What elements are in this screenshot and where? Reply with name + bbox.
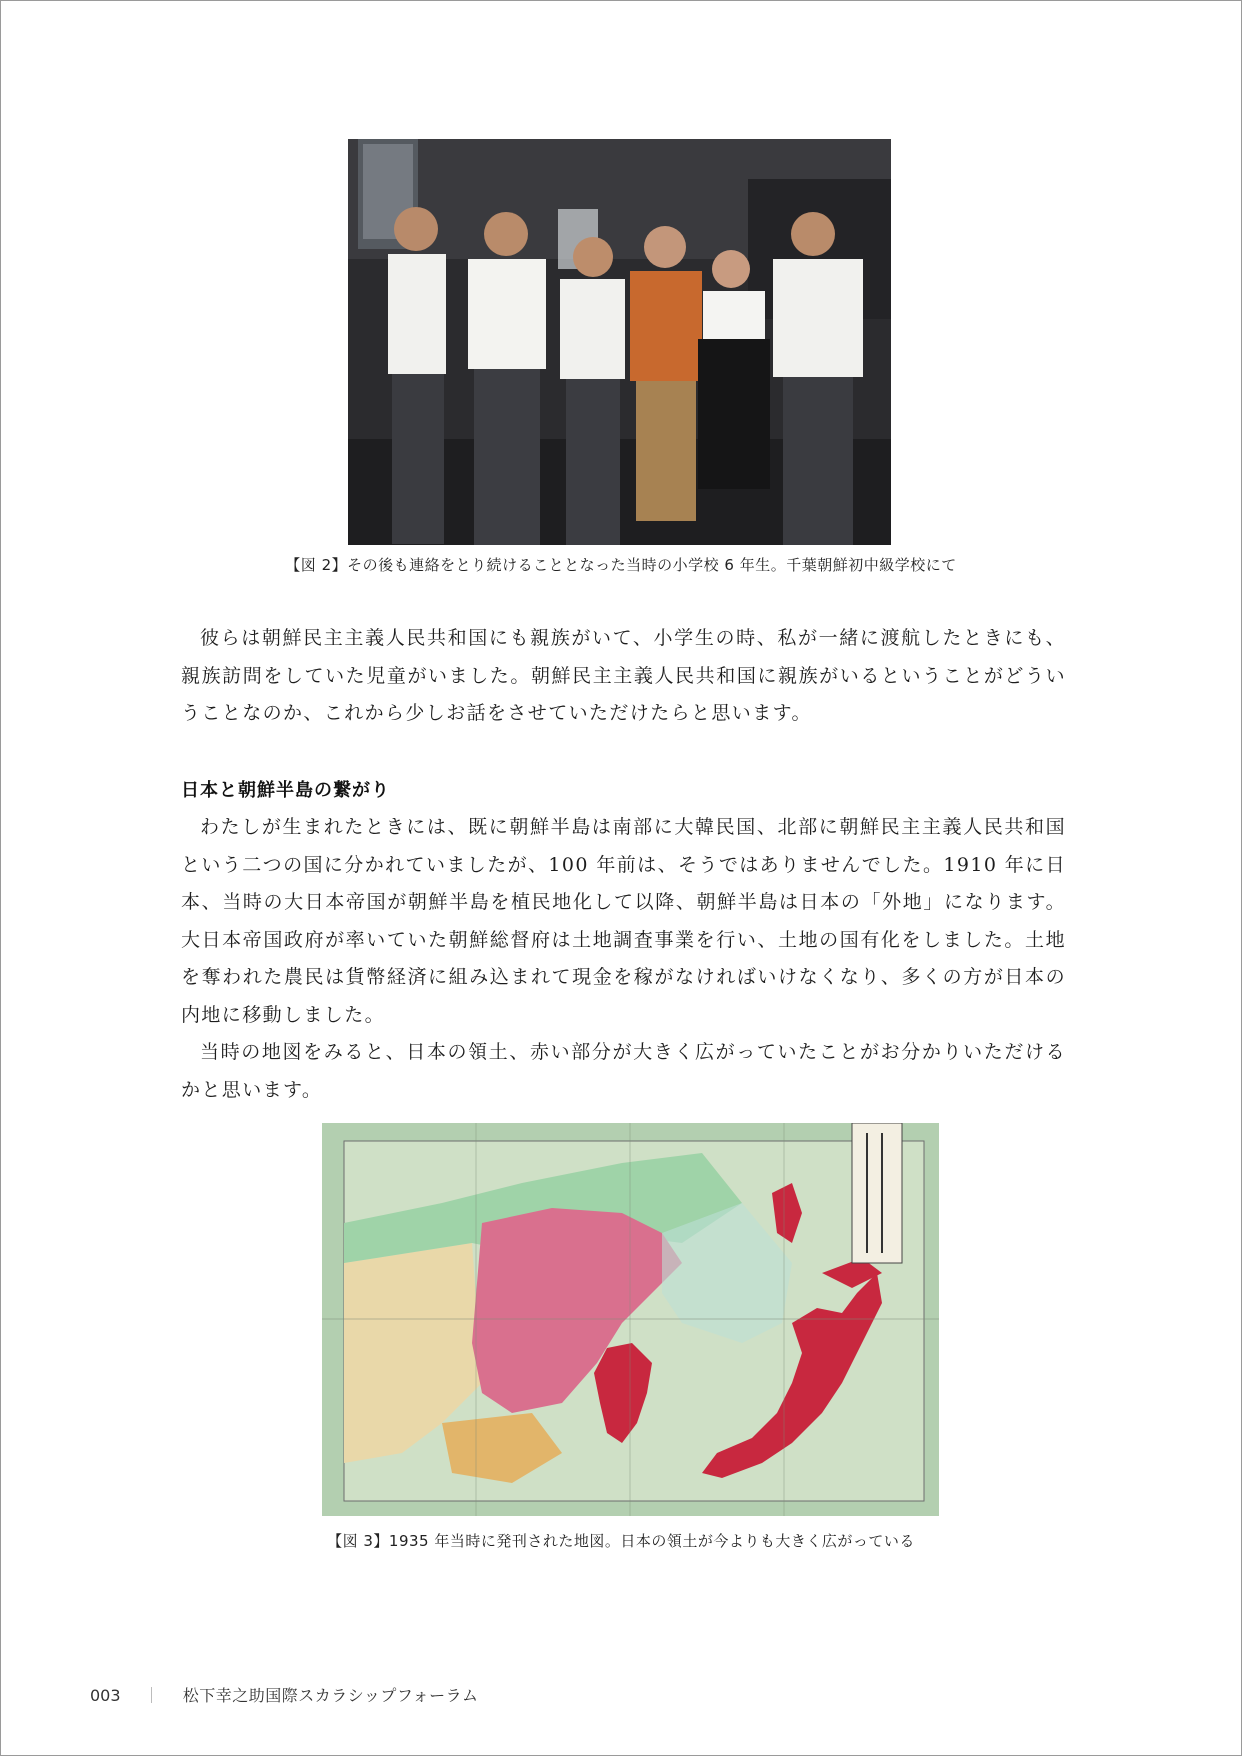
page-footer (90, 1683, 478, 1706)
section-paragraph-2: 当時の地図をみると、日本の領土、赤い部分が大きく広がっていたことがお分かりいただけるかと思います。 (181, 1041, 1066, 1101)
figure-3-caption: 【図 3】1935 年当時に発刊された地図。日本の領土が今よりも大きく広がっている (327, 1532, 915, 1550)
figure-2-caption: 【図 2】その後も連絡をとり続けることとなった当時の小学校 6 年生。千葉朝鮮初中級学校にて (285, 556, 957, 574)
figure-3-map (322, 1123, 939, 1516)
publication-title: 松下幸之助国際スカラシップフォーラム (182, 1686, 479, 1705)
section-paragraph-1: わたしが生まれたときには、既に朝鮮半島は南部に大韓民国、北部に朝鮮民主主義人民共和国という二つの国に分かれていましたが、100 年前は、そうではありませんでした。1910 年に日本、当時の大日本帝国が朝鮮半島を植民地化して以降、朝鮮半島は日本の「外地」になります。大日本帝国政府が率いていた朝鮮総督府は土地調査事業を行い、土地の国有化をしました。土地を奪われた農民は貨幣経済に組み込まれて現金を稼がなければいけなくなり、多くの方が日本の内地に移動しました。 (181, 816, 1066, 1026)
group-photo-image (348, 139, 891, 545)
page-number: 003 (90, 1686, 121, 1705)
intro-paragraph: 彼らは朝鮮民主主義人民共和国にも親族がいて、小学生の時、私が一緒に渡航したときにも、親族訪問をしていた児童がいました。朝鮮民主主義人民共和国に親族がいるということがどういうことなのか、これから少しお話をさせていただけたらと思います。 (181, 627, 1066, 724)
intro-paragraph-block (181, 620, 1066, 733)
section-heading: 日本と朝鮮半島の繋がり (181, 780, 390, 801)
section-body (181, 809, 1066, 1109)
historical-map-image (322, 1123, 939, 1516)
figure-2-photo (348, 139, 891, 545)
footer-separator: ｜ (143, 1686, 160, 1705)
